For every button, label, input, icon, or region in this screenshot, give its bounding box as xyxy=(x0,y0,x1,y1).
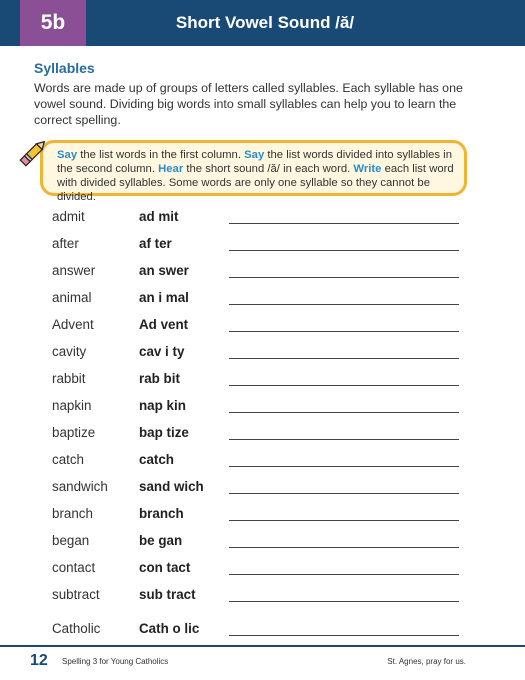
syllable-division: sand wich xyxy=(139,479,204,494)
word-row xyxy=(0,500,525,527)
syllable-division: an swer xyxy=(139,263,189,278)
word-row xyxy=(0,230,525,257)
instruction-keyword-write: Write xyxy=(353,163,382,175)
answer-line[interactable] xyxy=(229,250,459,251)
list-word: Advent xyxy=(52,317,94,332)
syllable-division: an i mal xyxy=(139,290,189,305)
list-word: Catholic xyxy=(52,621,101,636)
instruction-part: the short sound /ă/ in each word. xyxy=(183,163,354,175)
instruction-part: the list words divided into syllables in the second column. xyxy=(57,149,452,175)
answer-line[interactable] xyxy=(229,574,459,575)
list-word: animal xyxy=(52,290,92,305)
word-row xyxy=(0,284,525,311)
syllable-division: nap kin xyxy=(139,398,186,413)
book-title: Spelling 3 for Young Catholics xyxy=(62,657,169,666)
answer-line[interactable] xyxy=(229,547,459,548)
syllable-division: sub tract xyxy=(139,587,196,602)
word-row xyxy=(0,311,525,338)
word-row xyxy=(0,581,525,608)
answer-line[interactable] xyxy=(229,385,459,386)
syllable-division: af ter xyxy=(139,236,172,251)
word-row xyxy=(0,365,525,392)
syllable-division: bap tize xyxy=(139,425,189,440)
footer-divider xyxy=(0,645,525,647)
word-row xyxy=(0,608,525,642)
syllable-division: cav i ty xyxy=(139,344,185,359)
syllable-division: catch xyxy=(139,452,174,467)
answer-line[interactable] xyxy=(229,601,459,602)
answer-line[interactable] xyxy=(229,331,459,332)
answer-line[interactable] xyxy=(229,304,459,305)
word-row xyxy=(0,473,525,500)
list-word: sandwich xyxy=(52,479,108,494)
header-bar xyxy=(0,0,525,46)
instruction-text xyxy=(57,148,457,204)
footer-motto: St. Agnes, pray for us. xyxy=(387,657,466,666)
list-word: after xyxy=(52,236,79,251)
word-row xyxy=(0,338,525,365)
answer-line[interactable] xyxy=(229,277,459,278)
syllable-division: ad mit xyxy=(139,209,179,224)
list-word: answer xyxy=(52,263,96,278)
answer-line[interactable] xyxy=(229,493,459,494)
answer-line[interactable] xyxy=(229,520,459,521)
instruction-part: the list words in the first column. xyxy=(77,149,245,161)
syllable-division: branch xyxy=(139,506,184,521)
answer-line[interactable] xyxy=(229,635,459,636)
list-word: branch xyxy=(52,506,93,521)
syllable-division: con tact xyxy=(139,560,191,575)
syllable-division: Cath o lic xyxy=(139,621,200,636)
word-row xyxy=(0,257,525,284)
list-word: cavity xyxy=(52,344,87,359)
pencil-icon xyxy=(16,136,50,170)
answer-line[interactable] xyxy=(229,439,459,440)
page-number: 12 xyxy=(30,652,48,669)
instruction-keyword-say: Say xyxy=(57,149,78,161)
instruction-part: each list word with divided syllables. Some words are only one syllable so they cannot be divided. xyxy=(57,163,454,203)
word-row xyxy=(0,446,525,473)
list-word: baptize xyxy=(52,425,96,440)
list-word: catch xyxy=(52,452,85,467)
section-title: Syllables xyxy=(34,60,95,76)
list-word: rabbit xyxy=(52,371,86,386)
list-word: began xyxy=(52,533,90,548)
word-row xyxy=(0,419,525,446)
list-word: admit xyxy=(52,209,85,224)
list-word: napkin xyxy=(52,398,92,413)
instruction-keyword-hear: Hear xyxy=(158,163,184,175)
intro-text: Words are made up of groups of letters called syllables. Each syllable has one vowel sound. Dividing big words into small syllables can help you to learn the correct spelling. xyxy=(34,81,463,127)
word-row xyxy=(0,203,525,230)
word-row xyxy=(0,527,525,554)
instruction-box xyxy=(40,140,467,203)
word-row xyxy=(0,554,525,581)
word-row xyxy=(0,392,525,419)
syllable-division: Ad vent xyxy=(139,317,189,332)
page-title: Short Vowel Sound /ă/ xyxy=(175,13,355,32)
word-list xyxy=(0,203,525,642)
instruction-keyword-say: Say xyxy=(244,149,265,161)
answer-line[interactable] xyxy=(229,358,459,359)
answer-line[interactable] xyxy=(229,223,459,224)
answer-line[interactable] xyxy=(229,412,459,413)
lesson-number: 5b xyxy=(20,0,86,46)
syllable-division: rab bit xyxy=(139,371,180,386)
list-word: subtract xyxy=(52,587,100,602)
list-word: contact xyxy=(52,560,96,575)
syllable-division: be gan xyxy=(139,533,183,548)
answer-line[interactable] xyxy=(229,466,459,467)
